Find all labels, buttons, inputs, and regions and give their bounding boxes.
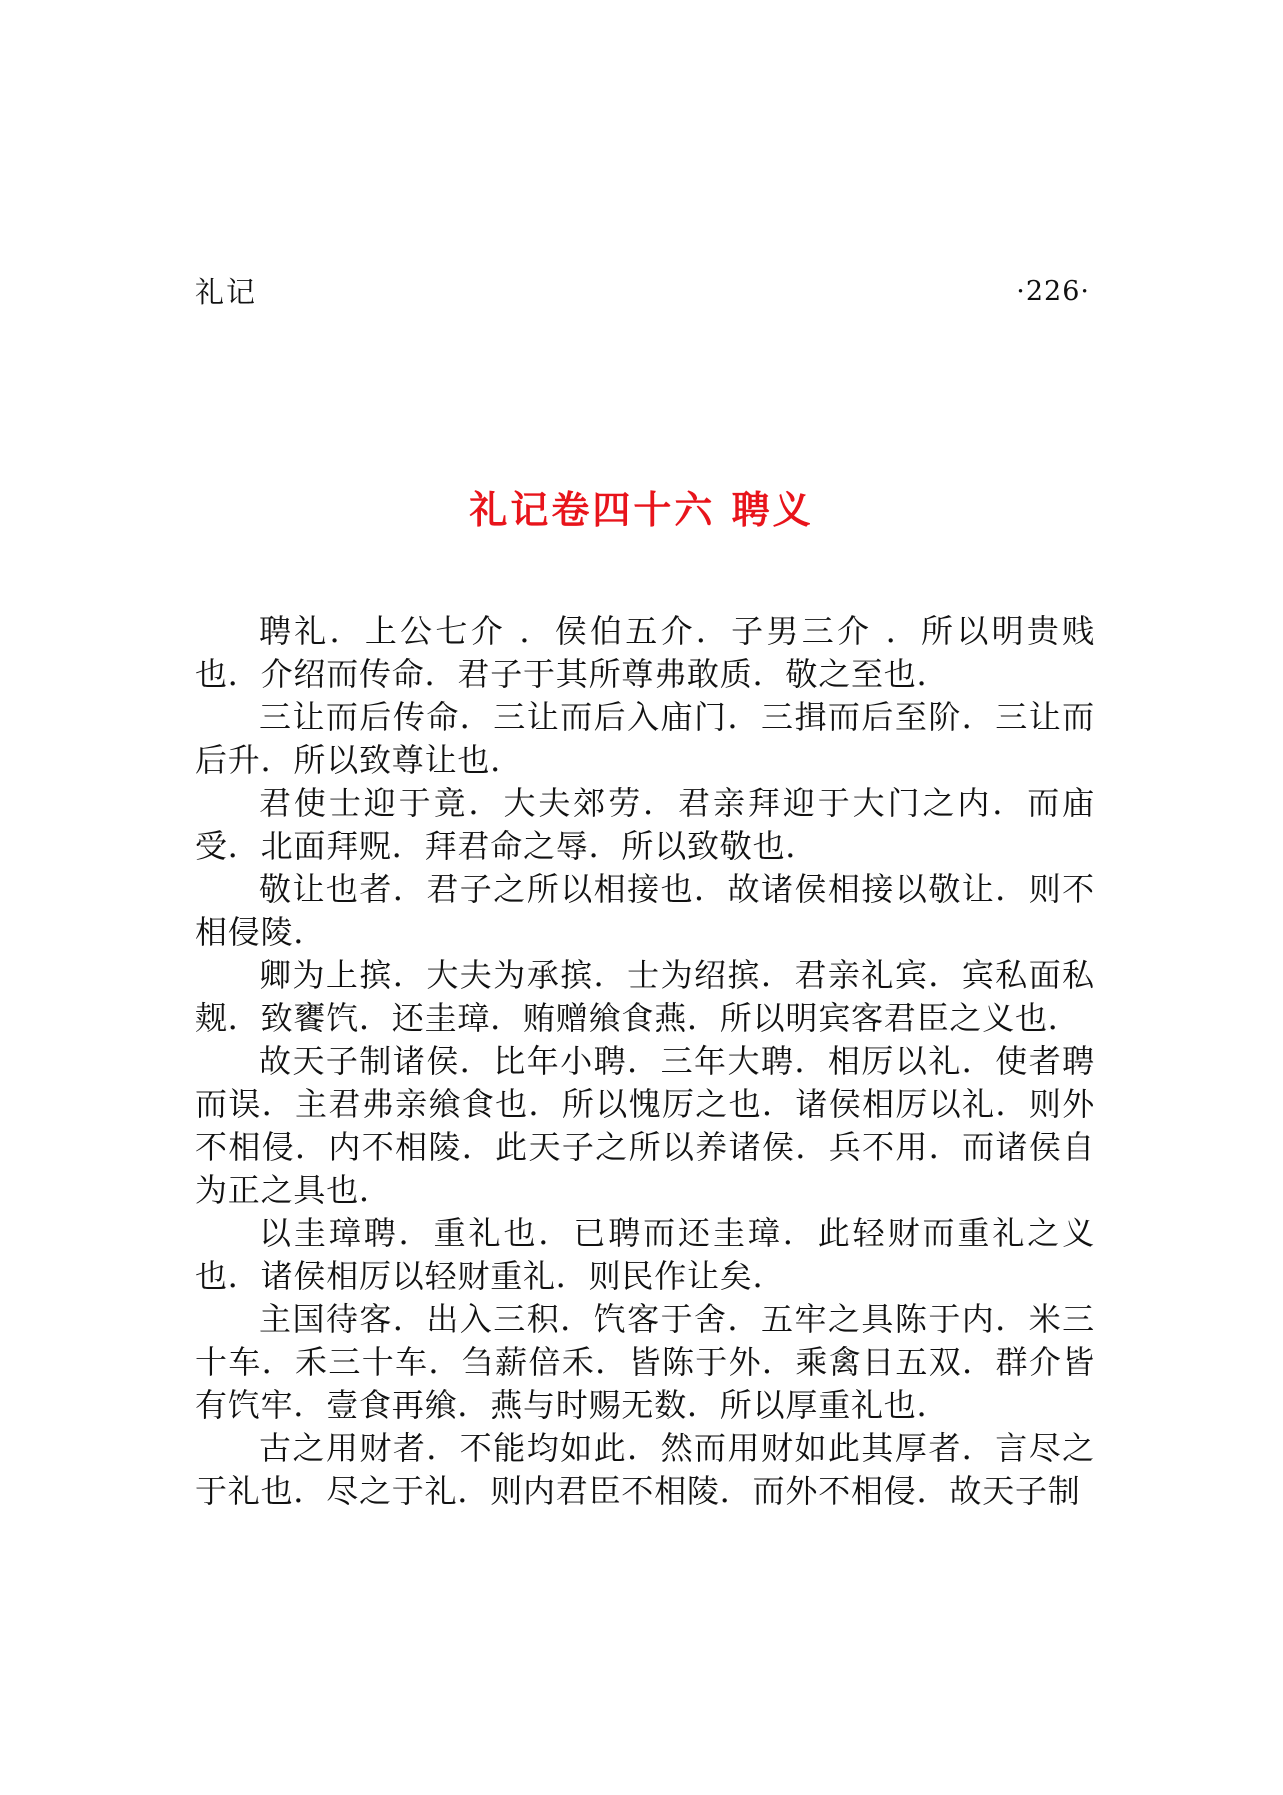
running-header	[195, 272, 1090, 312]
paragraph: 以圭璋聘．重礼也．已聘而还圭璋．此轻财而重礼之义也．诸侯相厉以轻财重礼．则民作让矣．	[195, 1214, 1095, 1295]
chapter-title: 礼记卷四十六 聘义	[469, 488, 814, 533]
book-title: 礼记	[195, 275, 258, 309]
paragraph: 主国待客．出入三积．饩客于舍．五牢之具陈于内．米三十车．禾三十车．刍薪倍禾．皆陈于外．乘禽日五双．群介皆有饩牢．壹食再飨．燕与时赐无数．所以厚重礼也．	[195, 1300, 1095, 1424]
paragraph: 故天子制诸侯．比年小聘．三年大聘．相厉以礼．使者聘而误．主君弗亲飨食也．所以愧厉之也．诸侯相厉以礼．则外不相侵．内不相陵．此天子之所以养诸侯．兵不用．而诸侯自为正之具也．	[195, 1042, 1095, 1209]
paragraph: 卿为上摈．大夫为承摈．士为绍摈．君亲礼宾．宾私面私觌．致饔饩．还圭璋．贿赠飨食燕．所以明宾客君臣之义也．	[195, 956, 1095, 1037]
main-text	[195, 610, 1095, 1513]
page-number: ·226·	[1016, 276, 1090, 307]
paragraph: 君使士迎于竟．大夫郊劳．君亲拜迎于大门之内．而庙受．北面拜贶．拜君命之辱．所以致敬也．	[195, 784, 1095, 865]
paragraph: 古之用财者．不能均如此．然而用财如此其厚者．言尽之于礼也．尽之于礼．则内君臣不相陵．而外不相侵．故天子制	[195, 1429, 1095, 1510]
paragraph: 敬让也者．君子之所以相接也．故诸侯相接以敬让．则不相侵陵．	[195, 870, 1095, 951]
paragraph: 三让而后传命．三让而后入庙门．三揖而后至阶．三让而后升．所以致尊让也．	[195, 698, 1095, 779]
paragraph: 聘礼．上公七介 ．侯伯五介．子男三介 ．所以明贵贱也．介绍而传命．君子于其所尊弗敢质．敬之至也．	[195, 612, 1095, 693]
